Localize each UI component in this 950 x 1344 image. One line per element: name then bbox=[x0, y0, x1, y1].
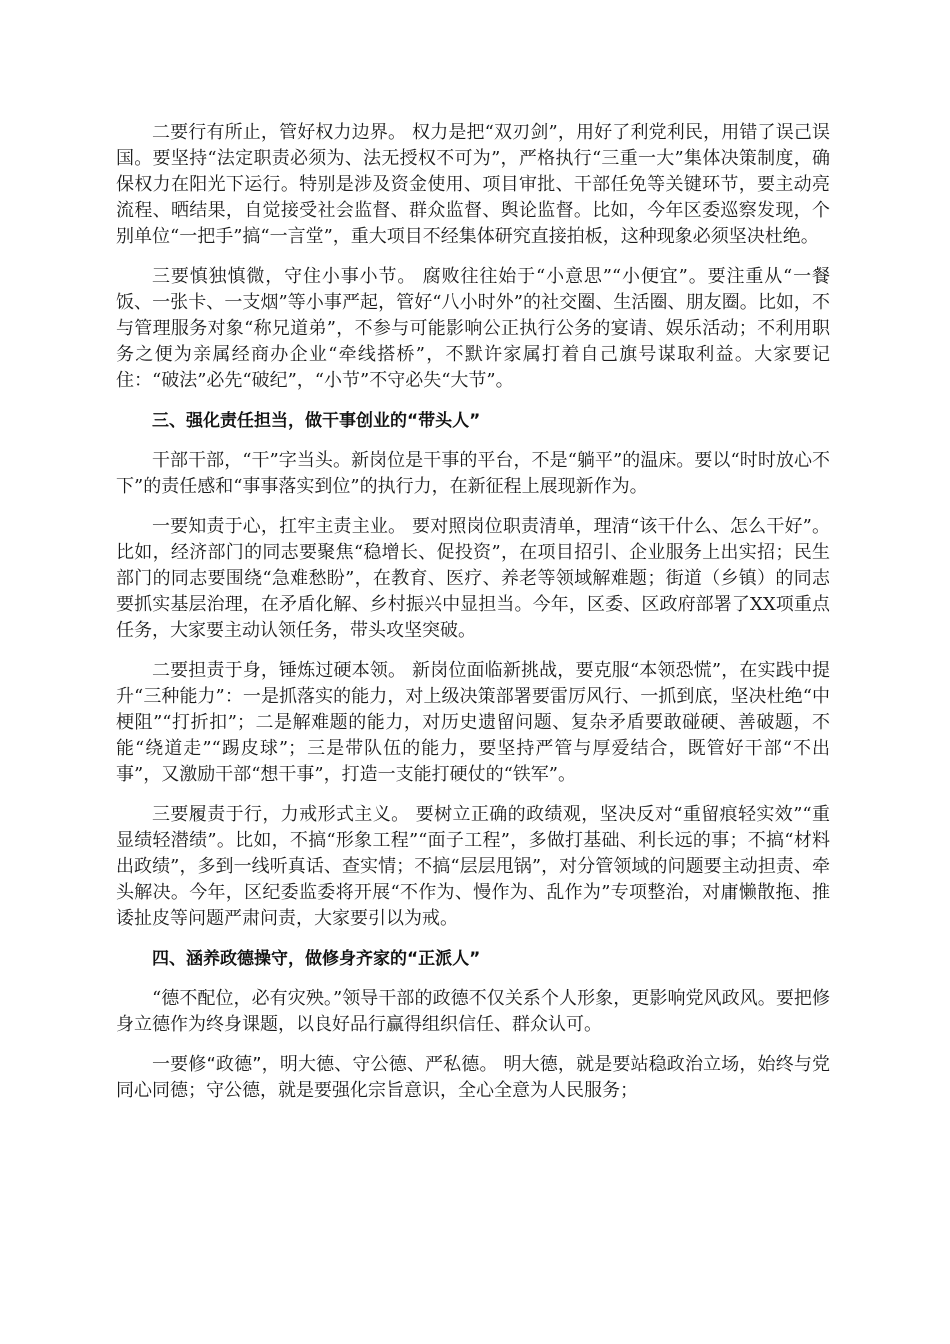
paragraph-lead: 二要担责于身，锤炼过硬本领。 bbox=[152, 660, 407, 681]
paragraph-text: 要对照岗位职责清单，理清“该干什么、怎么干好”。比如，经济部门的同志要聚焦“稳增长、促投资”，在项目招引、企业服务上出实招；民生部门的同志要围绕“急难愁盼”，在教育、医疗、养老等领域解难题；街道（乡镇）的同志要抓实基层治理，在矛盾化解、乡村振兴中显担当。今年，区委、区政府部署了XX项重点任务，大家要主动认领任务，带头攻坚突破。 bbox=[116, 516, 831, 641]
paragraph-lead: 二要行有所止，管好权力边界。 bbox=[152, 122, 407, 143]
paragraph-text: 新岗位面临新挑战，要克服“本领恐慌”，在实践中提升“三种能力”：一是抓落实的能力，对上级决策部署要雷厉风行、一抓到底，坚决杜绝“中梗阻”“打折扣”；二是解难题的能力，对历史遗留问题、复杂矛盾要敢碰硬、善破题，不能“绕道走”“踢皮球”；三是带队伍的能力，要坚持严管与厚爱结合，既管好干部“不出事”，又激励干部“想干事”，打造一支能打硬仗的“铁军”。 bbox=[116, 660, 831, 785]
paragraph-text: 权力是把“双刃剑”，用好了利党利民，用错了误己误国。要坚持“法定职责必须为、法无授权不可为”，严格执行“三重一大”集体决策制度，确保权力在阳光下运行。特别是涉及资金使用、项目审批、干部任免等关键环节，要主动亮流程、晒结果，自觉接受社会监督、群众监督、舆论监督。比如，今年区委巡察发现，个别单位“一把手”搞“一言堂”，重大项目不经集体研究直接拍板，这种现象必须坚决杜绝。 bbox=[116, 122, 831, 247]
paragraph-political-virtue bbox=[116, 1052, 830, 1104]
paragraph-text: 要树立正确的政绩观，坚决反对“重留痕轻实效”“重显绩轻潜绩”。比如，不搞“形象工程”“面子工程”，多做打基础、利长远的事；不搞“材料出政绩”，多到一线听真话、查实情；不搞“层层甩锅”，对分管领域的问题要主动担责、牵头解决。今年，区纪委监委将开展“不作为、慢作为、乱作为”专项整治，对庸懒散拖、推诿扯皮等问题严肃问责，大家要引以为戒。 bbox=[116, 804, 831, 929]
paragraph-section-three-intro bbox=[116, 448, 830, 500]
document-page bbox=[116, 120, 830, 1118]
section-heading-four: 四、涵养政德操守，做修身齐家的“正派人” bbox=[152, 949, 481, 969]
paragraph-bear-duty bbox=[116, 658, 830, 788]
paragraph-lead: 一要修“政德”，明大德、守公德、严私德。 bbox=[152, 1054, 498, 1075]
paragraph-know-duty bbox=[116, 514, 830, 644]
paragraph-lead: 一要知责于心，扛牢主责主业。 bbox=[152, 516, 407, 537]
paragraph-section-four-intro bbox=[116, 986, 830, 1038]
paragraph-text: 腐败往往始于“小意思”“小便宜”。要注重从“一餐饭、一张卡、一支烟”等小事严起，管好“八小时外”的社交圈、生活圈、朋友圈。比如，不与管理服务对象“称兄道弟”，不参与可能影响公正执行公务的宴请、娱乐活动；不利用职务之便为亲属经商办企业“牵线搭桥”，不默许家属打着自己旗号谋取利益。大家要记住：“破法”必先“破纪”，“小节”不守必失“大节”。 bbox=[116, 266, 831, 391]
paragraph-fulfill-duty bbox=[116, 802, 830, 932]
paragraph-text: “德不配位，必有灾殃。”领导干部的政德不仅关系个人形象，更影响党风政风。要把修身立德作为终身课题，以良好品行赢得组织信任、群众认可。 bbox=[116, 988, 830, 1035]
section-heading-three: 三、强化责任担当，做干事创业的“带头人” bbox=[152, 411, 481, 431]
paragraph-text: 明大德，就是要站稳政治立场，始终与党同心同德；守公德，就是要强化宗旨意识，全心全意为人民服务； bbox=[116, 1054, 830, 1101]
paragraph-lead: 三要履责于行，力戒形式主义。 bbox=[152, 804, 410, 825]
paragraph-small-matters bbox=[116, 264, 830, 394]
paragraph-power-boundaries bbox=[116, 120, 830, 250]
paragraph-lead: 三要慎独慎微，守住小事小节。 bbox=[152, 266, 417, 287]
paragraph-text: 干部干部，“干”字当头。新岗位是干事的平台，不是“躺平”的温床。要以“时时放心不下”的责任感和“事事落实到位”的执行力，在新征程上展现新作为。 bbox=[116, 450, 830, 497]
